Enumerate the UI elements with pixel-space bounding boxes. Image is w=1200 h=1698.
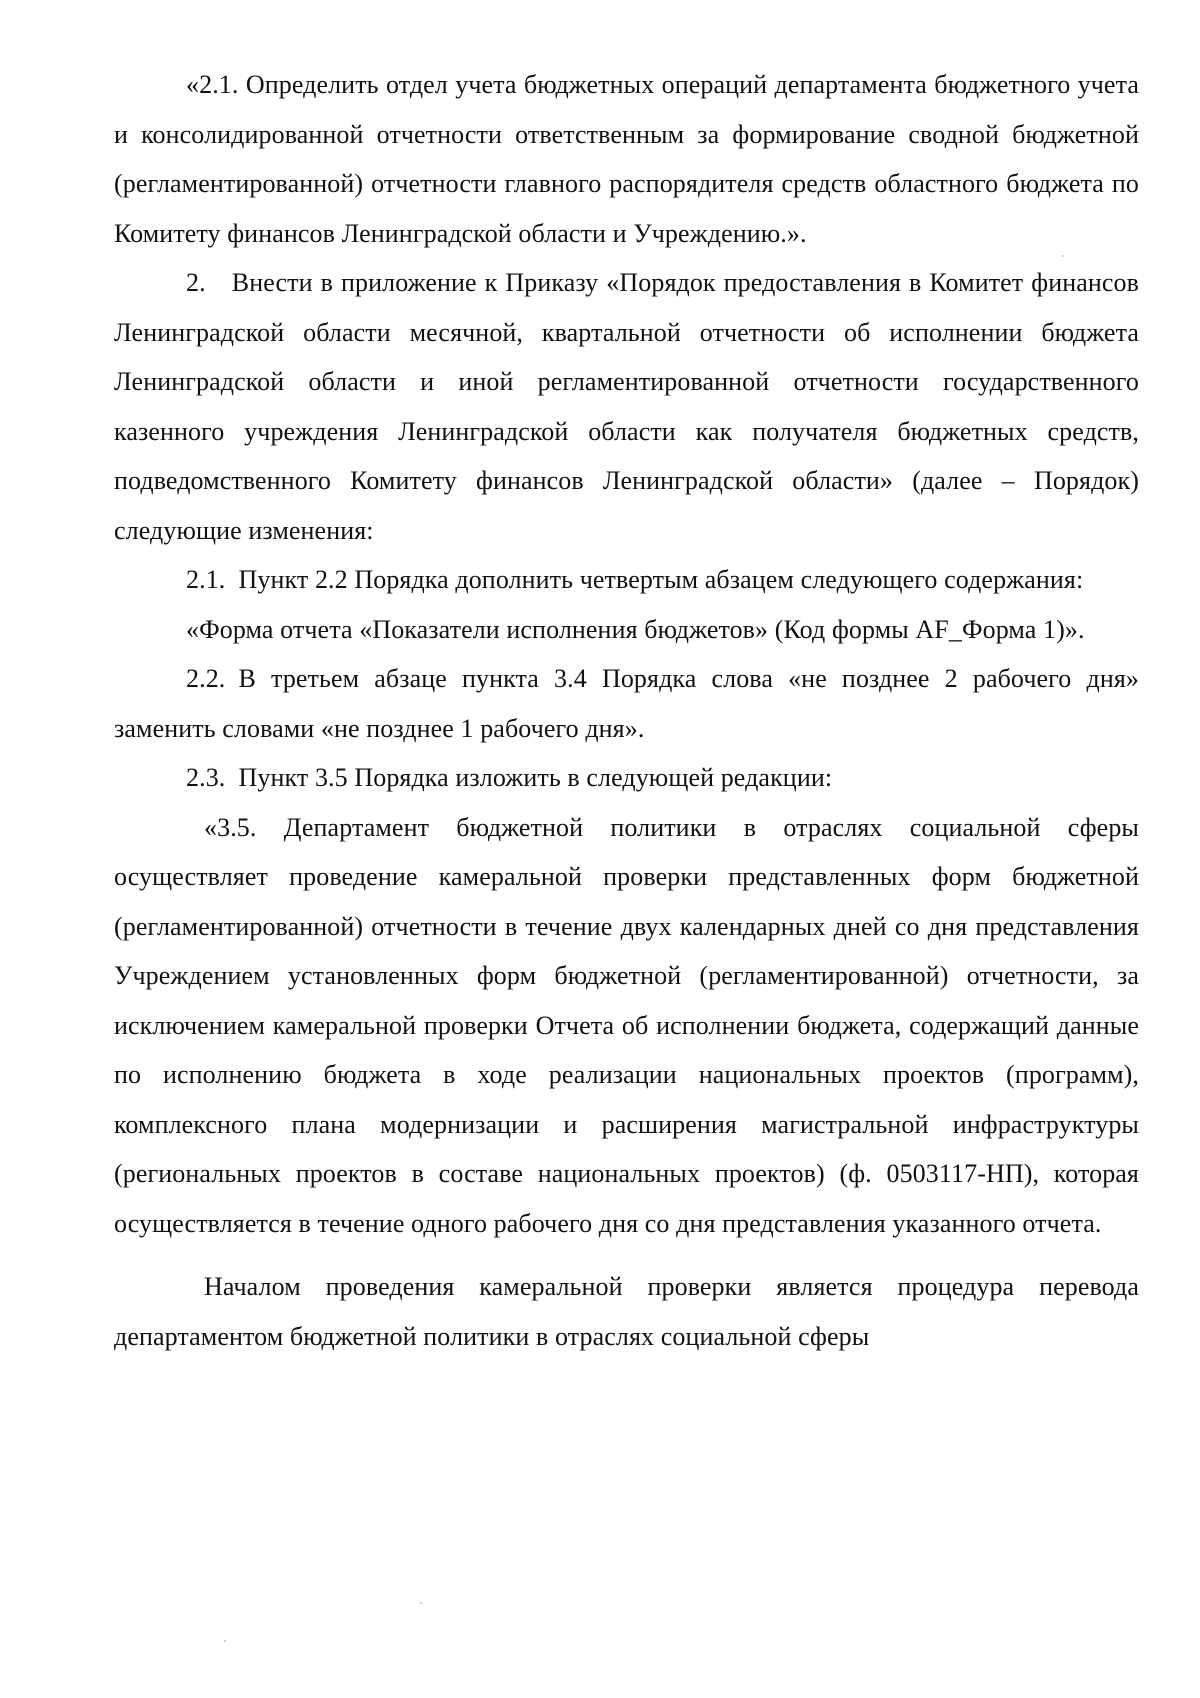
paragraph-check-start: Началом проведения камеральной проверки является процедура перевода департаментом бюджетной политики в отраслях социальной сферы bbox=[114, 1272, 1139, 1351]
paragraph-2-1-definition: «2.1. Определить отдел учета бюджетных операций департамента бюджетного учета и консолидированной отчетности ответственным за формирование сводной бюджетной (регламентированной) отчетности главного распорядителя средств областного бюджета по Комитету финансов Ленинградской области и Учреждению.». bbox=[114, 70, 1139, 248]
paragraph-2-2-point: 2.2. В третьем абзаце пункта 3.4 Порядка слова «не позднее 2 рабочего дня» заменить словами «не позднее 1 рабочего дня». bbox=[114, 664, 1139, 743]
paragraph-2-1-point: 2.1. Пункт 2.2 Порядка дополнить четвертым абзацем следующего содержания: bbox=[186, 565, 1084, 594]
paragraph-report-form: «Форма отчета «Показатели исполнения бюджетов» (Код формы AF_Форма 1)». bbox=[186, 614, 1085, 644]
scan-speck bbox=[224, 1640, 226, 1642]
paragraph-3-5-text: «3.5. Департамент бюджетной политики в отраслях социальной сферы осуществляет проведение камеральной проверки представленных форм бюджетной (регламентированной) отчетности в течение двух календарных дней со дня представления Учреждением установленных форм бюджетной (регламентированной) отчетности, за исключением камеральной проверки Отчета об исполнении бюджета, содержащий данные по исполнению бюджета в ходе реализации национальных проектов (программ), комплексного плана модернизации и расширения магистральной инфраструктуры (региональных проектов в составе национальных проектов) (ф. 0503117-НП), которая осуществляется в течение одного рабочего дня со дня представления указанного отчета. bbox=[114, 812, 1139, 1238]
scan-speck bbox=[420, 1602, 422, 1604]
paragraph-2-amendments: 2. Внести в приложение к Приказу «Порядок предоставления в Комитет финансов Ленинградской области месячной, квартальной отчетности об исполнении бюджета Ленинградской области и иной регламентированной отчетности государственного казенного учреждения Ленинградской области как получателя бюджетных средств, подведомственного Комитету финансов Ленинградской области» (далее – Порядок) следующие изменения: bbox=[114, 268, 1139, 545]
paragraph-2-3-point: 2.3. Пункт 3.5 Порядка изложить в следующей редакции: bbox=[186, 763, 833, 792]
scan-speck bbox=[1062, 255, 1064, 257]
document-body bbox=[114, 60, 1139, 1361]
